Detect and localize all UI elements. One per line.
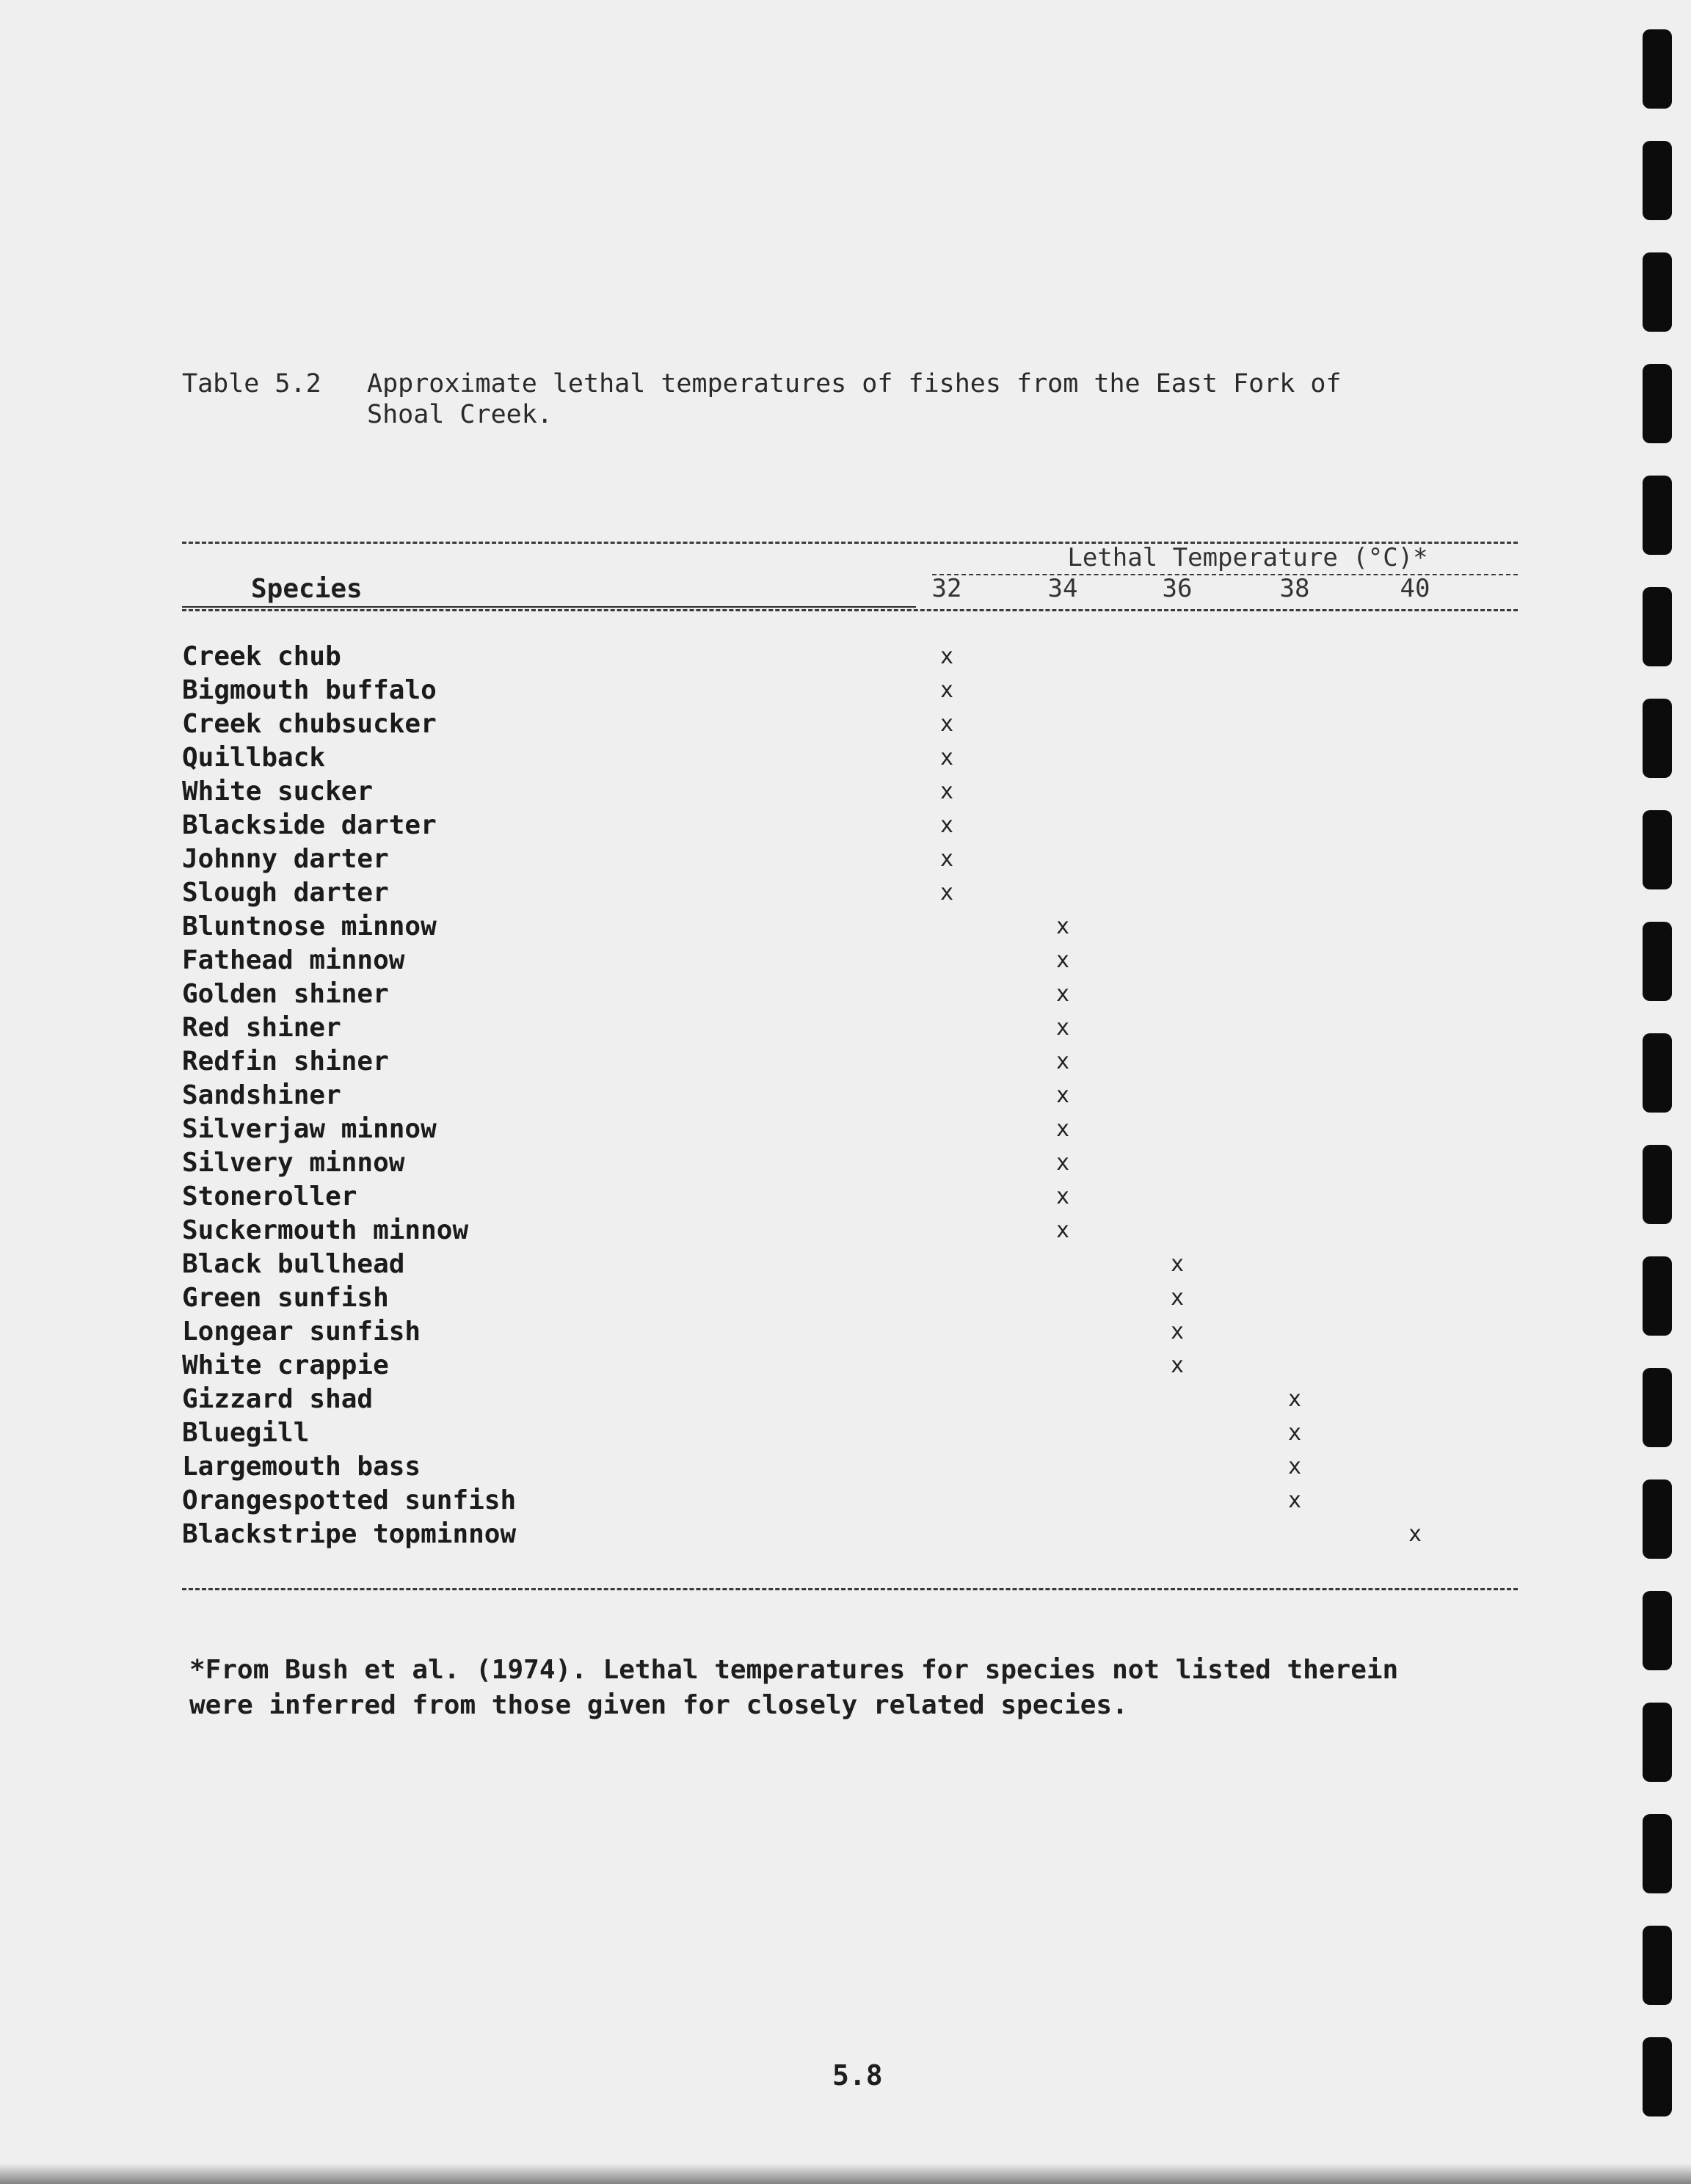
species-name: Bluegill <box>182 1418 310 1448</box>
lethal-temp-mark: x <box>1055 1217 1070 1243</box>
table-bottom-rule <box>182 1588 1518 1590</box>
binding-hole <box>1643 364 1672 443</box>
species-name: Suckermouth minnow <box>182 1215 469 1245</box>
table-row <box>182 1113 1518 1146</box>
lethal-temp-mark: x <box>939 880 954 906</box>
binding-hole <box>1643 699 1672 778</box>
table-caption-line1: Approximate lethal temperatures of fishes from the East Fork of <box>367 369 1342 398</box>
table-row <box>182 1416 1518 1450</box>
binding-hole <box>1643 1368 1672 1447</box>
binding-hole <box>1643 1591 1672 1670</box>
species-name: Creek chub <box>182 641 341 671</box>
lethal-temp-mark: x <box>1287 1488 1302 1513</box>
table-caption-label: Table 5.2 <box>182 369 321 398</box>
lethal-temp-mark: x <box>939 812 954 838</box>
table-row <box>182 775 1518 809</box>
species-name: Bigmouth buffalo <box>182 675 437 705</box>
lethal-temp-mark: x <box>1170 1353 1185 1378</box>
lethal-temperature-header: Lethal Temperature (°C)* <box>1067 543 1428 572</box>
lethal-temp-mark: x <box>1055 1049 1070 1074</box>
species-name: Golden shiner <box>182 979 389 1009</box>
lethal-temp-mark: x <box>1287 1454 1302 1479</box>
species-name: White sucker <box>182 776 374 807</box>
species-name: Silvery minnow <box>182 1148 405 1178</box>
table-row <box>182 1079 1518 1113</box>
binding-hole <box>1643 1814 1672 1893</box>
species-name: Largemouth bass <box>182 1452 421 1482</box>
lethal-temp-mark: x <box>1055 1116 1070 1142</box>
lethal-temp-mark: x <box>1055 1150 1070 1176</box>
footnote-line2: were inferred from those given for closely related species. <box>189 1690 1128 1720</box>
lethal-temp-mark: x <box>939 644 954 669</box>
species-name: Gizzard shad <box>182 1384 374 1414</box>
lethal-temp-mark: x <box>1055 1082 1070 1108</box>
temperature-header-40: 40 <box>1400 574 1430 603</box>
species-name: Johnny darter <box>182 844 389 874</box>
footnote-line1: *From Bush et al. (1974). Lethal temperatures for species not listed therein <box>189 1655 1399 1685</box>
table-caption <box>182 368 1342 430</box>
table-row <box>182 910 1518 944</box>
binding-hole <box>1643 1033 1672 1113</box>
lethal-temp-mark: x <box>1170 1285 1185 1311</box>
lethal-temp-mark: x <box>1055 947 1070 973</box>
table-row <box>182 674 1518 707</box>
binding-hole <box>1643 2037 1672 2116</box>
temperature-header-36: 36 <box>1162 574 1193 603</box>
lethal-temp-mark: x <box>1055 1184 1070 1209</box>
binding-holes <box>1643 29 1672 2158</box>
binding-hole <box>1643 141 1672 220</box>
table-row <box>182 1180 1518 1214</box>
table-header-rule <box>182 609 1518 611</box>
binding-hole <box>1643 810 1672 889</box>
table-row <box>182 707 1518 741</box>
species-name: White crappie <box>182 1350 389 1380</box>
table-caption-line2: Shoal Creek. <box>367 400 553 429</box>
species-name: Quillback <box>182 743 326 773</box>
binding-hole <box>1643 1145 1672 1224</box>
species-name: Slough darter <box>182 878 389 908</box>
table-row <box>182 741 1518 775</box>
binding-hole <box>1643 252 1672 332</box>
species-name: Bluntnose minnow <box>182 911 437 942</box>
species-name: Creek chubsucker <box>182 709 437 739</box>
lethal-temp-mark: x <box>939 711 954 737</box>
page-number: 5.8 <box>832 2059 883 2092</box>
lethal-temp-mark: x <box>939 779 954 804</box>
table-row <box>182 1281 1518 1315</box>
species-column-header: Species <box>251 574 363 604</box>
lethal-temp-mark: x <box>1055 914 1070 939</box>
table-row <box>182 1248 1518 1281</box>
lethal-temp-mark: x <box>1287 1420 1302 1446</box>
lethal-temp-mark: x <box>1170 1319 1185 1344</box>
species-name: Blackside darter <box>182 810 437 840</box>
temperature-header-34: 34 <box>1047 574 1078 603</box>
species-name: Blackstripe topminnow <box>182 1519 517 1549</box>
species-name: Longear sunfish <box>182 1317 421 1347</box>
species-name: Green sunfish <box>182 1283 389 1313</box>
table-row <box>182 1450 1518 1484</box>
table-row <box>182 640 1518 674</box>
species-name: Fathead minnow <box>182 945 405 975</box>
lethal-temp-mark: x <box>939 745 954 771</box>
binding-hole <box>1643 29 1672 109</box>
species-name: Black bullhead <box>182 1249 405 1279</box>
table-footnote <box>189 1653 1398 1723</box>
temperature-header-38: 38 <box>1279 574 1310 603</box>
lethal-temp-mark: x <box>1287 1386 1302 1412</box>
table-row <box>182 1349 1518 1383</box>
species-name: Red shiner <box>182 1013 341 1043</box>
lethal-temp-mark: x <box>939 677 954 703</box>
binding-hole <box>1643 922 1672 1001</box>
temperature-header-32: 32 <box>931 574 962 603</box>
lethal-temp-mark: x <box>1055 981 1070 1007</box>
table-row <box>182 1518 1518 1551</box>
table-row <box>182 1383 1518 1416</box>
table-row <box>182 842 1518 876</box>
species-name: Stoneroller <box>182 1182 357 1212</box>
table-row <box>182 1146 1518 1180</box>
table-row <box>182 809 1518 842</box>
table-row <box>182 1011 1518 1045</box>
binding-hole <box>1643 476 1672 555</box>
species-header-underline <box>182 606 916 608</box>
binding-hole <box>1643 1256 1672 1336</box>
binding-hole <box>1643 1703 1672 1782</box>
binding-hole <box>1643 1926 1672 2005</box>
binding-hole <box>1643 587 1672 666</box>
lethal-temp-mark: x <box>1055 1015 1070 1041</box>
species-name: Orangespotted sunfish <box>182 1485 517 1515</box>
table-row <box>182 944 1518 978</box>
species-name: Sandshiner <box>182 1080 341 1110</box>
species-name: Redfin shiner <box>182 1046 389 1077</box>
scan-edge-shadow <box>0 2163 1691 2184</box>
binding-hole <box>1643 1479 1672 1559</box>
table-row <box>182 1484 1518 1518</box>
table-row <box>182 876 1518 910</box>
table-row <box>182 978 1518 1011</box>
table-row <box>182 1045 1518 1079</box>
table-row <box>182 1315 1518 1349</box>
lethal-temp-mark: x <box>1170 1251 1185 1277</box>
table-row <box>182 1214 1518 1248</box>
lethal-temp-mark: x <box>1408 1521 1422 1547</box>
lethal-temp-mark: x <box>939 846 954 872</box>
species-name: Silverjaw minnow <box>182 1114 437 1144</box>
